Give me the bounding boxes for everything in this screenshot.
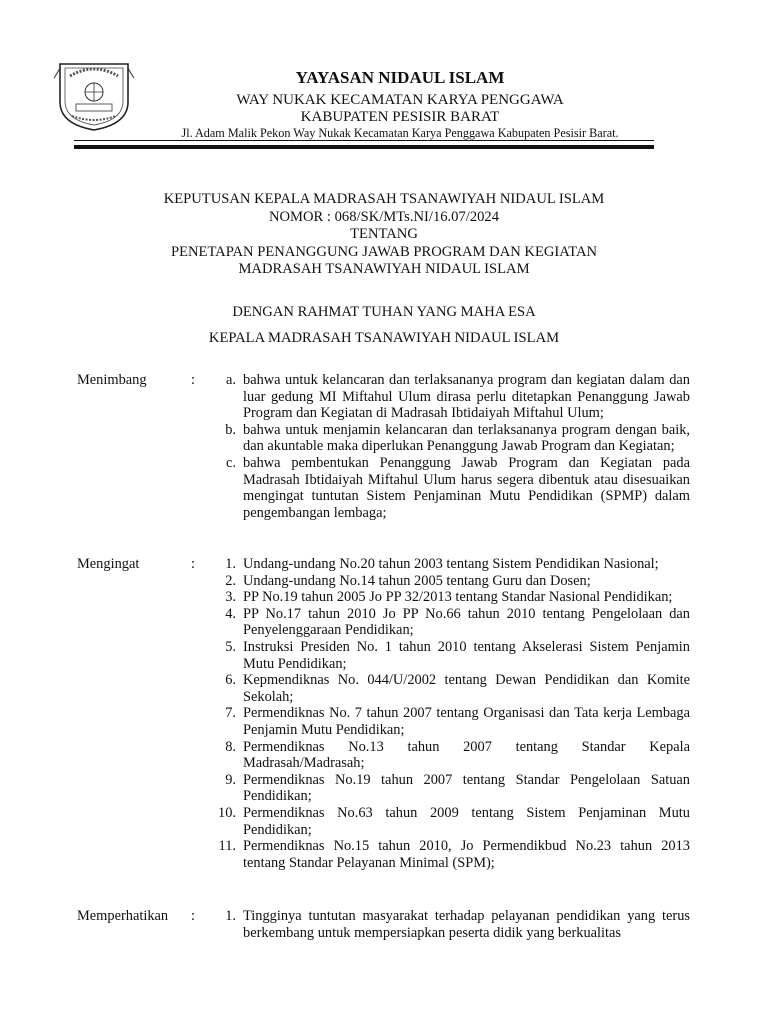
item-text: Permendiknas No.15 tahun 2010, Jo Permendikbud No.23 tahun 2013 tentang Standar Pelayanan Minimal (SPM); — [243, 838, 690, 871]
list-item — [195, 739, 690, 772]
list-item — [195, 639, 690, 672]
item-marker: 11. — [218, 838, 236, 855]
item-list — [195, 372, 690, 521]
item-text: Instruksi Presiden No. 1 tahun 2010 tentang Akselerasi Sistem Penjamin Mutu Pendidikan; — [243, 638, 690, 672]
item-list — [195, 908, 690, 941]
item-marker: 8. — [225, 738, 236, 755]
item-text: bahwa pembentukan Penanggung Jawab Program dan Kegiatan pada Madrasah Ibtidaiyah Miftahul Ulum harus segera dibentuk atau disesuaikan mengingat tuntutan Sistem Penjaminan Mutu Pendidikan (SPMP) dalam pengembangan lembaga; — [243, 454, 690, 521]
decree-subject-line-2: MADRASAH TSANAWIYAH NIDAUL ISLAM — [238, 261, 530, 277]
decree-number: NOMOR : 068/SK/MTs.NI/16.07/2024 — [268, 208, 500, 225]
list-item — [195, 705, 690, 738]
decree-title — [60, 191, 708, 279]
item-text: Tingginya tuntutan masyarakat terhadap pelayanan pendidikan yang terus berkembang untuk mempersiapkan peserta didik yang berkualitas — [243, 908, 690, 941]
letterhead-divider-thin — [74, 140, 654, 141]
org-address: Jl. Adam Malik Pekon Way Nukak Kecamatan Karya Penggawa Kabupaten Pesisir Barat. — [181, 126, 619, 140]
item-text: Kepmendiknas No. 044/U/2002 tentang Dewan Pendidikan dan Komite Sekolah; — [243, 672, 690, 705]
list-item — [195, 422, 690, 455]
decree-title-line-1: KEPUTUSAN KEPALA MADRASAH TSANAWIYAH NIDAUL ISLAM — [163, 191, 605, 207]
item-marker: 9. — [225, 771, 236, 788]
blessing-line: DENGAN RAHMAT TUHAN YANG MAHA ESA — [232, 304, 536, 320]
org-regency-line: KABUPATEN PESISIR BARAT — [300, 109, 500, 125]
decree-about: TENTANG — [350, 226, 418, 242]
item-list — [195, 556, 690, 871]
item-text: bahwa untuk kelancaran dan terlaksananya program dan kegiatan dalam dan luar gedung MI Miftahul Ulum dirasa perlu ditetapkan Penanggung Jawab Program dan Kegiatan di Madrasah Ibtidaiyah Miftahul Ulum; — [243, 372, 690, 422]
item-text: Permendiknas No. 7 tahun 2007 tentang Organisasi dan Tata kerja Lembaga Penjamin Mutu Pendidikan; — [243, 705, 690, 738]
item-text: bahwa untuk menjamin kelancaran dan terlaksananya program dengan baik, dan akuntable maka diperlukan Penanggung Jawab Program dan Kegiatan; — [243, 421, 690, 455]
section-label: Menimbang — [77, 372, 147, 388]
item-marker: 1. — [225, 556, 236, 572]
list-item — [195, 772, 690, 805]
item-marker: c. — [226, 454, 236, 471]
item-text: PP No.17 tahun 2010 Jo PP No.66 tahun 2010 tentang Pengelolaan dan Penyelenggaraan Pendidikan; — [243, 605, 690, 639]
list-item — [195, 805, 690, 838]
item-text: Undang-undang No.20 tahun 2003 tentang Sistem Pendidikan Nasional; — [243, 556, 659, 572]
section-colon: : — [191, 556, 195, 572]
item-text: Permendiknas No.63 tahun 2009 tentang Sistem Penjaminan Mutu Pendidikan; — [243, 804, 690, 838]
item-text: PP No.19 tahun 2005 Jo PP 32/2013 tentang Standar Nasional Pendidikan; — [243, 589, 673, 606]
item-marker: 3. — [225, 589, 236, 606]
item-text: Permendiknas No.19 tahun 2007 tentang Standar Pengelolaan Satuan Pendidikan; — [243, 771, 690, 805]
section-colon: : — [191, 908, 195, 924]
item-text: Permendiknas No.13 tahun 2007 tentang Standar Kepala Madrasah/Madrasah; — [243, 738, 690, 772]
letterhead-divider-thick — [74, 145, 654, 149]
section-label: Mengingat — [77, 556, 140, 572]
issuer-heading: KEPALA MADRASAH TSANAWIYAH NIDAUL ISLAM — [208, 330, 560, 346]
org-name: YAYASAN NIDAUL ISLAM — [295, 68, 505, 87]
item-text: Undang-undang No.14 tahun 2005 tentang Guru dan Dosen; — [243, 572, 591, 589]
org-location-line: WAY NUKAK KECAMATAN KARYA PENGGAWA — [236, 92, 564, 108]
list-item — [195, 372, 690, 422]
list-item — [195, 556, 690, 573]
item-marker: 2. — [225, 572, 236, 589]
item-marker: a. — [226, 372, 236, 388]
item-marker: 5. — [225, 638, 236, 655]
item-marker: 4. — [225, 605, 236, 622]
section-colon: : — [191, 372, 195, 388]
list-item — [195, 672, 690, 705]
item-marker: 10. — [218, 804, 236, 821]
item-marker: 6. — [225, 672, 236, 689]
list-item — [195, 838, 690, 871]
item-marker: 7. — [225, 705, 236, 722]
decree-subject-line-1: PENETAPAN PENANGGUNG JAWAB PROGRAM DAN KEGIATAN — [170, 243, 598, 260]
item-marker: b. — [225, 421, 236, 438]
list-item — [195, 589, 690, 606]
list-item — [195, 455, 690, 521]
section-label: Memperhatikan — [77, 908, 169, 924]
item-marker: 1. — [225, 908, 236, 924]
list-item — [195, 606, 690, 639]
list-item — [195, 908, 690, 941]
list-item — [195, 573, 690, 590]
